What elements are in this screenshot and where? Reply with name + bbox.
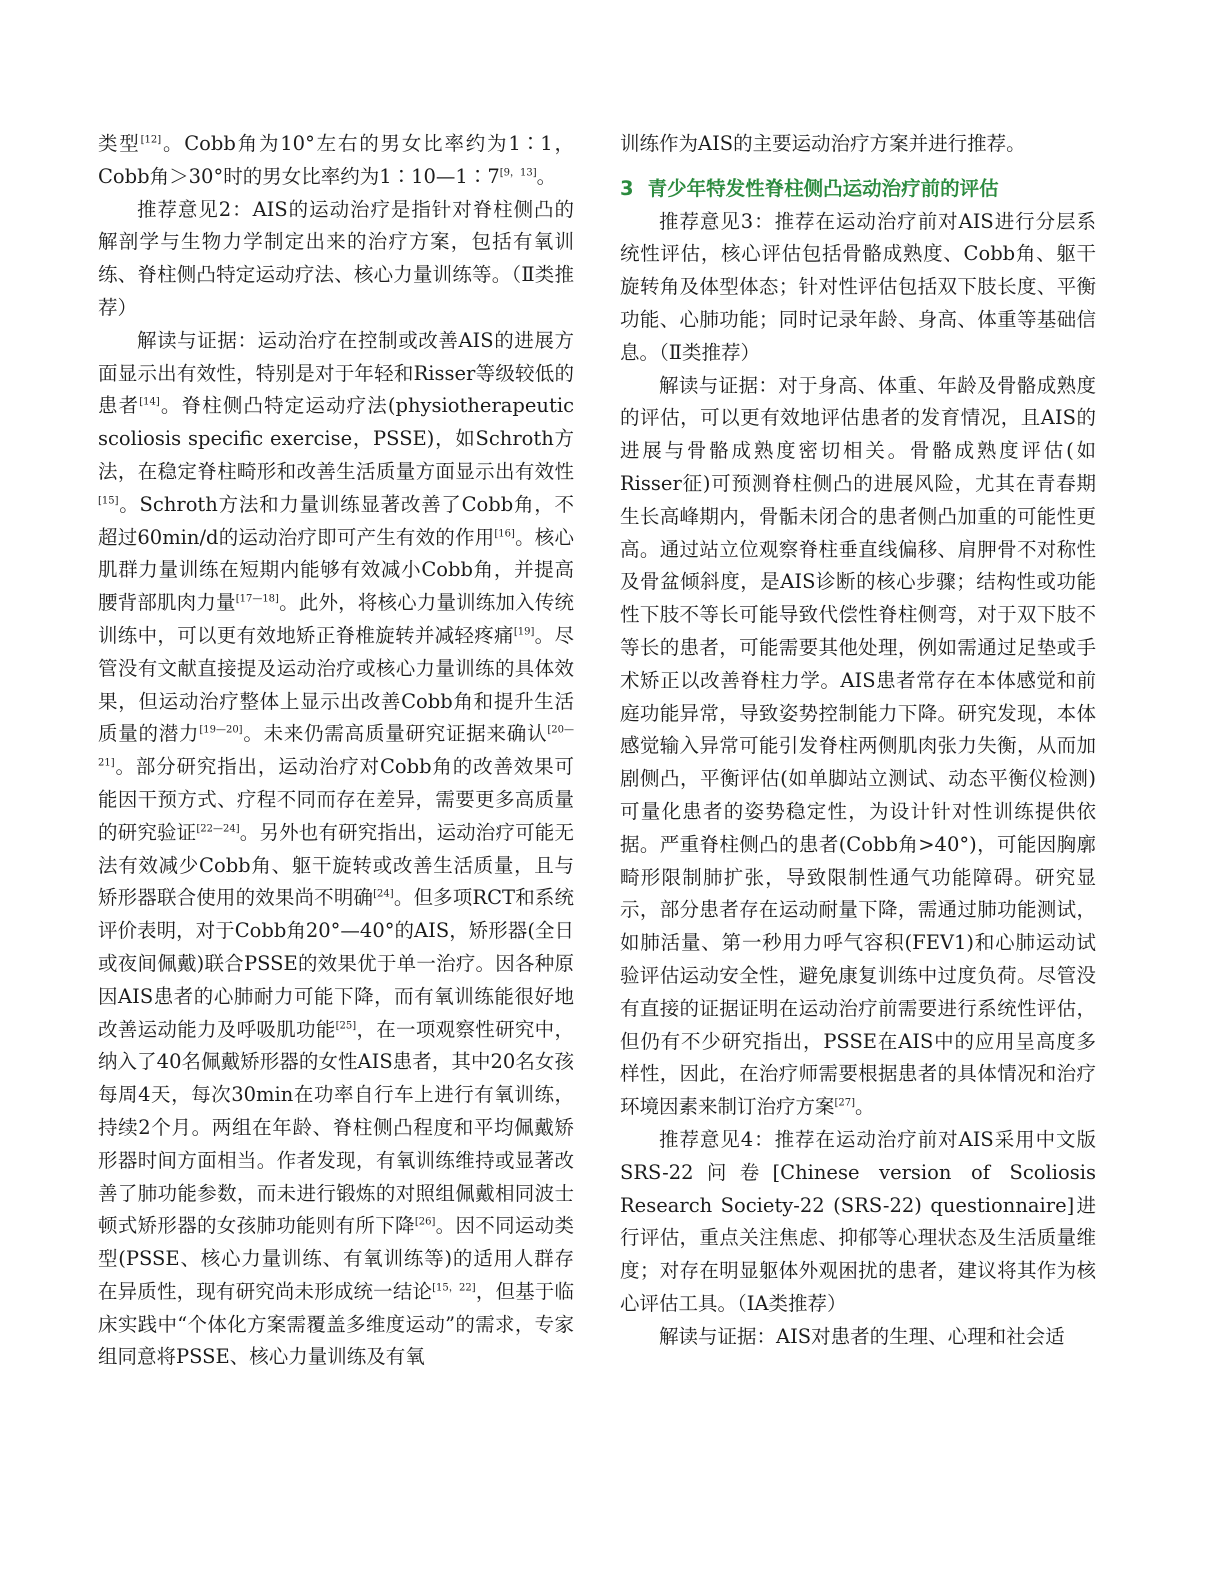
- evidence-paragraph-3: [620, 370, 1096, 1124]
- text-run: 解读与证据：AIS对患者的生理、心理和社会适: [659, 1324, 1065, 1348]
- recommendation-3: [620, 206, 1096, 370]
- text-run: 类型: [98, 132, 141, 155]
- text-run: 推荐意见4：推荐在运动治疗前对AIS采用中文版SRS-22问卷[Chinese version of Scoliosis Research Society-22 (SRS-22) questionnaire]进行评估，重点关注焦虑、抑郁等心理状态及生活质量维度；对存在明显躯体外观困扰的患者，建议将其作为核心评估工具。（ⅠA类推荐）: [620, 1127, 1096, 1315]
- citation-marker: [12]: [140, 134, 162, 146]
- text-run: 。尽管没有文献直接提及运动治疗或核心力量训练的具体效果，但运动治疗整体上显示出改善Cobb角和提升生活质量的潜力: [98, 623, 574, 746]
- section-number: 3: [620, 176, 634, 200]
- citation-marker: [16]: [494, 528, 515, 540]
- text-run: 解读与证据：运动治疗在控制或改善AIS的进展方面显示出有效性，特别是对于年轻和Risser等级较低的患者: [98, 328, 574, 418]
- section-heading: [620, 173, 1096, 206]
- text-run: 解读与证据：对于身高、体重、年龄及骨骼成熟度的评估，可以更有效地评估患者的发育情况，且AIS的进展与骨骼成熟度密切相关。骨骼成熟度评估(如Risser征)可预测脊柱侧凸的进展风险，尤其在青春期生长高峰期内，骨骺未闭合的患者侧凸加重的可能性更高。通过站立位观察脊柱垂直线偏移、肩胛骨不对称性及骨盆倾斜度，是AIS诊断的核心步骤；结构性或功能性下肢不等长可能导致代偿性脊柱侧弯，对于双下肢不等长的患者，可能需要其他处理，例如需通过足垫或手术矫正以改善脊柱力学。AIS患者常存在本体感觉和前庭功能异常，导致姿势控制能力下降。研究发现，本体感觉输入异常可能引发脊柱两侧肌肉张力失衡，从而加剧侧凸，平衡评估(如单脚站立测试、动态平衡仪检测)可量化患者的姿势稳定性，为设计针对性训练提供依据。严重脊柱侧凸的患者(Cobb角>40°)，可能因胸廓畸形限制肺扩张，导致限制性通气功能障碍。研究显示，部分患者存在运动耐量下降，需通过肺功能测试，如肺活量、第一秒用力呼气容积(FEV1)和心肺运动试验评估运动安全性，避免康复训练中过度负荷。尽管没有直接的证据证明在运动治疗前需要进行系统性评估，但仍有不少研究指出，PSSE在AIS中的应用呈高度多样性，因此，在治疗师需要根据患者的具体情况和治疗环境因素来制订治疗方案: [620, 373, 1096, 1119]
- citation-marker: [17—18]: [235, 593, 279, 605]
- text-run: ，但基于临床实践中“个体化方案需覆盖多维度运动”的需求，专家组同意将PSSE、核心力量训练及有氧: [98, 1279, 574, 1369]
- text-run: 。Schroth方法和力量训练显著改善了Cobb角，不超过60min/d的运动治疗即可产生有效的作用: [98, 492, 574, 549]
- citation-marker: [19—20]: [199, 724, 243, 736]
- text-run: 。脊柱侧凸特定运动疗法(physiotherapeutic scoliosis specific exercise，PSSE)，如Schroth方法，在稳定脊柱畸形和改善生活质量方面显示出有效性: [98, 394, 574, 483]
- left-column: [98, 128, 574, 1374]
- text-run: 推荐意见3：推荐在运动治疗前对AIS进行分层系统性评估，核心评估包括骨骼成熟度、Cobb角、躯干旋转角及体型体态；针对性评估包括双下肢长度、平衡功能、心肺功能；同时记录年龄、身高、体重等基础信息。（Ⅱ类推荐）: [620, 209, 1096, 364]
- evidence-paragraph-2: [98, 325, 574, 1375]
- recommendation-4: [620, 1124, 1096, 1321]
- citation-marker: [9，13]: [499, 167, 537, 179]
- text-run: 训练作为AIS的主要运动治疗方案并进行推荐。: [620, 132, 1026, 155]
- text-run: 。部分研究指出，运动治疗对Cobb角的改善效果可能因干预方式、疗程不同而存在差异，需要更多高质量的研究验证: [98, 755, 574, 844]
- recommendation-2: [98, 194, 574, 325]
- citation-marker: [24]: [373, 888, 394, 900]
- text-run: 。但多项RCT和系统评价表明，对于Cobb角20°—40°的AIS，矫形器(全日或夜间佩戴)联合PSSE的效果优于单一治疗。因各种原因AIS患者的心肺耐力可能下降，而有氧训练能很好地改善运动能力及呼吸肌功能: [98, 886, 574, 1041]
- text-run: 。未来仍需高质量研究证据来确认: [242, 722, 548, 746]
- citation-marker: [15]: [98, 495, 119, 507]
- text-run: ，在一项观察性研究中，纳入了40名佩戴矫形器的女性AIS患者，其中20名女孩每周4天，每次30min在功率自行车上进行有氧训练，持续2个月。两组在年龄、脊柱侧凸程度和平均佩戴矫形器时间方面相当。作者发现，有氧训练维持或显著改善了肺功能参数，而未进行锻炼的对照组佩戴相同波士顿式矫形器的女孩肺功能则有所下降: [98, 1017, 574, 1238]
- text-run: 。: [536, 164, 557, 188]
- citation-marker: [14]: [139, 396, 160, 408]
- text-run: 。另外也有研究指出，运动治疗可能无法有效减少Cobb角、躯干旋转或改善生活质量，且与矫形器联合使用的效果尚不明确: [98, 820, 574, 910]
- citation-marker: [22—24]: [196, 823, 240, 835]
- paragraph-continuation: [98, 128, 574, 194]
- text-run: 推荐意见2：AIS的运动治疗是指针对脊柱侧凸的解剖学与生物力学制定出来的治疗方案，包括有氧训练、脊柱侧凸特定运动疗法、核心力量训练等。（Ⅱ类推荐）: [98, 197, 574, 319]
- text-run: 。: [855, 1095, 875, 1119]
- right-column: [620, 128, 1096, 1353]
- text-run: 。Cobb角为10°左右的男女比率约为1∶1，Cobb角＞30°时的男女比率约为1∶10—1∶7: [98, 132, 574, 188]
- text-run: 。因不同运动类型(PSSE、核心力量训练、有氧训练等)的适用人群存在异质性，现有研究尚未形成统一结论: [98, 1214, 574, 1303]
- evidence-paragraph-4: [620, 1321, 1096, 1354]
- citation-marker: [20—21]: [98, 724, 574, 769]
- paragraph-continuation-right: [620, 128, 1096, 161]
- section-title: 青少年特发性脊柱侧凸运动治疗前的评估: [647, 176, 999, 200]
- text-run: 。核心肌群力量训练在短期内能够有效减小Cobb角，并提高腰背部肌肉力量: [98, 525, 574, 615]
- citation-marker: [27]: [834, 1097, 856, 1109]
- citation-marker: [25]: [335, 1020, 357, 1032]
- text-run: 。此外，将核心力量训练加入传统训练中，可以更有效地矫正脊椎旋转并减轻疼痛: [98, 591, 574, 647]
- citation-marker: [19]: [513, 626, 535, 638]
- citation-marker: [15，22]: [432, 1282, 476, 1294]
- citation-marker: [26]: [414, 1216, 436, 1228]
